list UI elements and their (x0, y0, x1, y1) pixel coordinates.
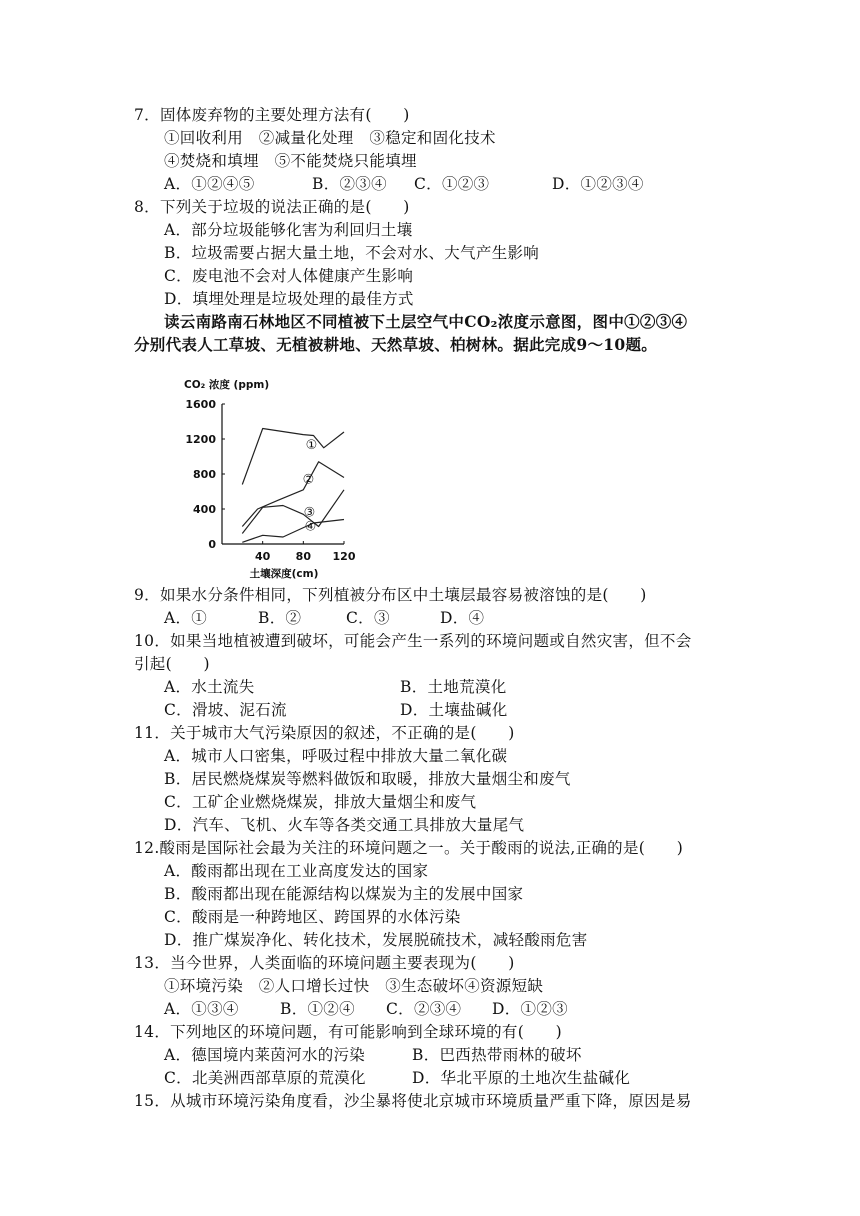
q10-option-a: A．水土流失 (164, 678, 255, 696)
y-tick-label: 0 (208, 538, 216, 551)
q14-option-c: C．北美洲西部草原的荒漠化 (164, 1069, 366, 1087)
q10-stem-line2: 引起( ) (134, 655, 210, 673)
q14-option-d: D．华北平原的土地次生盐碱化 (412, 1069, 631, 1087)
x-tick-label: 120 (332, 550, 356, 563)
q13-option-d: D．①②③ (492, 1000, 568, 1018)
series-line-4 (242, 520, 344, 543)
chart-ylabel: CO₂ 浓度 (ppm) (184, 379, 270, 391)
q7-stem: 7．固体废弃物的主要处理方法有( ) (134, 106, 410, 124)
q12-option-d: D．推广煤炭净化、转化技术，发展脱硫技术，减轻酸雨危害 (164, 931, 588, 949)
q10-option-b: B．土地荒漠化 (400, 678, 507, 696)
q10-stem-line1: 10．如果当地植被遭到破坏，可能会产生一系列的环境问题或自然灾害，但不会 (134, 632, 692, 650)
series-label-4: ④ (304, 519, 317, 535)
q11-option-b: B．居民燃烧煤炭等燃料做饭和取暖，排放大量烟尘和废气 (164, 770, 571, 788)
series-line-1 (242, 429, 344, 488)
q8-option-b: B．垃圾需要占据大量土地，不会对水、大气产生影响 (164, 244, 540, 262)
q9-option-c: C．③ (346, 609, 390, 627)
q14-option-a: A．德国境内莱茵河水的污染 (164, 1046, 366, 1064)
series-label-3: ③ (303, 505, 316, 521)
q8-option-d: D．填埋处理是垃圾处理的最佳方式 (164, 290, 414, 308)
q7-items-line1: ①回收利用 ②减量化处理 ③稳定和固化技术 (164, 129, 496, 147)
q9-stem: 9．如果水分条件相同，下列植被分布区中土壤层最容易被溶蚀的是( ) (134, 586, 647, 604)
q11-option-a: A．城市人口密集，呼吸过程中排放大量二氧化碳 (164, 747, 508, 765)
q12-option-c: C．酸雨是一种跨地区、跨国界的水体污染 (164, 908, 461, 926)
q8-option-a: A．部分垃圾能够化害为利回归土壤 (164, 221, 413, 239)
q12-option-b: B．酸雨都出现在能源结构以煤炭为主的发展中国家 (164, 885, 524, 903)
series-label-1: ① (305, 438, 318, 454)
chart-series (242, 429, 344, 543)
q7-option-b: B．②③④ (312, 175, 387, 193)
y-tick-label: 1200 (185, 433, 216, 446)
q13-stem: 13．当今世界，人类面临的环境问题主要表现为( ) (134, 954, 515, 972)
q13-items: ①环境污染 ②人口增长过快 ③生态破坏④资源短缺 (164, 977, 544, 995)
y-tick-label: 400 (193, 503, 216, 516)
q10-option-d: D．土壤盐碱化 (400, 701, 508, 719)
chart-xlabel: 土壤深度(cm) (249, 568, 319, 580)
q11-option-d: D．汽车、飞机、火车等各类交通工具排放大量尾气 (164, 816, 525, 834)
y-tick-label: 800 (193, 468, 216, 481)
intro-line1: 读云南路南石林地区不同植被下土层空气中CO₂浓度示意图，图中①②③④ (164, 312, 688, 331)
series-line-3 (242, 490, 344, 534)
q12-stem: 12.酸雨是国际社会最为关注的环境问题之一。关于酸雨的说法,正确的是( ) (134, 839, 684, 857)
q9-option-a: A．① (164, 609, 208, 627)
q8-option-c: C．废电池不会对人体健康产生影响 (164, 267, 414, 285)
q15-stem: 15．从城市环境污染角度看，沙尘暴将使北京城市环境质量严重下降，原因是易 (134, 1092, 692, 1110)
q14-stem: 14．下列地区的环境问题，有可能影响到全球环境的有( ) (134, 1023, 563, 1041)
q10-option-c: C．滑坡、泥石流 (164, 701, 287, 719)
q9-option-b: B．② (258, 609, 302, 627)
y-tick-label: 1600 (185, 398, 216, 411)
q14-option-b: B．巴西热带雨林的破坏 (412, 1046, 582, 1064)
chart-y-ticks (185, 398, 225, 551)
q13-option-b: B．①②④ (280, 1000, 355, 1018)
q8-stem: 8．下列关于垃圾的说法正确的是( ) (134, 198, 410, 216)
x-tick-label: 40 (255, 550, 271, 563)
q7-option-d: D．①②③④ (552, 175, 644, 193)
x-tick-label: 80 (295, 550, 311, 563)
q7-option-c: C．①②③ (414, 175, 490, 193)
chart-series-labels (303, 438, 318, 534)
q11-option-c: C．工矿企业燃烧煤炭，排放大量烟尘和废气 (164, 793, 477, 811)
series-label-2: ② (302, 472, 315, 488)
q11-stem: 11．关于城市大气污染原因的叙述，不正确的是( ) (134, 724, 515, 742)
co2-concentration-chart (180, 372, 370, 584)
q13-option-a: A．①③④ (164, 1000, 239, 1018)
q9-option-d: D．④ (440, 609, 485, 627)
q12-option-a: A．酸雨都出现在工业高度发达的国家 (164, 862, 429, 880)
q13-option-c: C．②③④ (386, 1000, 462, 1018)
q7-option-a: A．①②④⑤ (164, 175, 255, 193)
q7-items-line2: ④焚烧和填埋 ⑤不能焚烧只能填埋 (164, 152, 417, 170)
intro-line2: 分别代表人工草坡、无植被耕地、天然草坡、柏树林。据此完成9～10题。 (134, 335, 658, 354)
series-line-2 (242, 462, 344, 527)
